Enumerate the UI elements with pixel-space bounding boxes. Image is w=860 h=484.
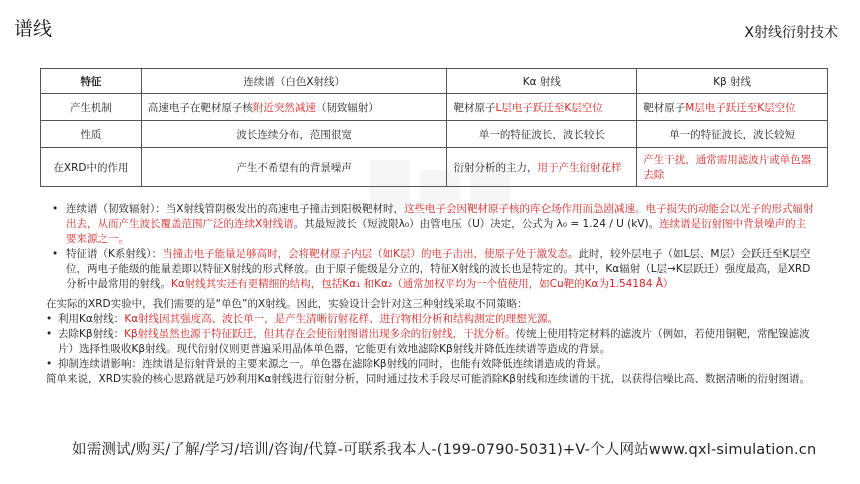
cell-highlight: 附近突然减速 xyxy=(252,101,316,114)
header-continuous: 连续谱（白色X射线） xyxy=(141,69,447,94)
cell-text: 衍射分析的主力， xyxy=(453,161,538,174)
header-ka: Kα 射线 xyxy=(447,69,637,94)
header-kb: Kβ 射线 xyxy=(637,69,828,94)
bullet-highlight: 当撞击电子能量足够高时，会将靶材原子内层（如K层）的电子击出，使原子处于激发态 xyxy=(162,248,569,260)
bullet-text: 特征谱（K系射线）： xyxy=(66,248,163,260)
row-label-mechanism: 产生机制 xyxy=(41,94,142,121)
bullet-text: 连续谱（韧致辐射）：当X射线管阴极发出的高速电子撞击到阳极靶材时， xyxy=(66,203,404,215)
header-feature: 特征 xyxy=(41,69,142,94)
body-text xyxy=(46,202,816,387)
cell-kb-mechanism xyxy=(637,94,828,121)
table-row xyxy=(41,121,828,148)
list-item: • 特征谱（K系射线）：当撞击电子能量足够高时，会将靶材原子内层（如K层）的电子击出，使原子处于激发态。此时，较外层电子（如L层、M层）会跃迁至K层空位，两电子能级的能量差即以特征X射线的形式释放。由于原子能级是分立的，特征X射线的波长也是特定的。其中，Kα辐射（L层→K层跃迁）强度最高，是XRD分析中最常用的射线。Kα射线其实还有更精细的结构，包括Kα₁ 和Kα₂（通常加权平均为一个值使用，如Cu靶的Kα为1.54184 Å） xyxy=(52,248,811,290)
table-row xyxy=(41,94,828,121)
comparison-table xyxy=(40,68,828,187)
bullet-highlight: Kα射线因其强度高、波长单一，是产生清晰衍射花样、进行物相分析和结构测定的理想光源。 xyxy=(124,313,559,325)
cell-highlight: L层电子跃迁至K层空位 xyxy=(495,101,603,114)
header-subtitle: X射线衍射技术 xyxy=(744,25,838,41)
cell-continuous-property: 波长连续分布，范围很宽 xyxy=(141,121,447,148)
cell-ka-property: 单一的特征波长，波长较长 xyxy=(447,121,637,148)
bullet-highlight: Kβ射线虽然也源于特征跃迁，但其存在会使衍射图谱出现多余的衍射线，干扰分析。 xyxy=(124,328,516,340)
cell-continuous-role: 产生不希望有的背景噪声 xyxy=(141,148,447,187)
table-header-row xyxy=(41,69,828,94)
list-item: • 利用Kα射线：Kα射线因其强度高、波长单一，是产生清晰衍射花样、进行物相分析和结构测定的理想光源。 xyxy=(46,313,559,325)
cell-highlight: 用于产生衍射花样 xyxy=(537,161,622,174)
bullet-text: 。其最短波长（短波限λ₀）由管电压（U）决定，公式为 λ₀ = 1.24 / U (kV)。 xyxy=(293,218,660,230)
list-item: • 去除Kβ射线：Kβ射线虽然也源于特征跃迁，但其存在会使衍射图谱出现多余的衍射线，干扰分析。传统上使用特定材料的滤波片（例如，若使用铜靶，常配镍滤波片）选择性吸收Kβ射线。现代衍射仪则更普遍采用晶体单色器，它能更有效地滤除Kβ射线并降低连续谱等造成的背景。 xyxy=(46,328,810,355)
cell-text: 高速电子在靶材原子核 xyxy=(147,101,253,114)
strategy-bullets xyxy=(46,312,816,372)
bullet-text: 传统上使用特定材料的滤波片（例如，若使用铜靶，常配镍滤波片）选择性吸收Kβ射线。现代衍射仪则更普遍采用晶体单色器，它能更有效地滤除Kβ射线并降低连续谱等造成的背景。 xyxy=(58,328,810,355)
bullet-text: 去除Kβ射线： xyxy=(58,328,125,340)
bullet-highlight: 连续谱是衍射图中背景噪声的主要来源之一。 xyxy=(66,218,807,245)
list-item: • 抑制连续谱影响：连续谱是衍射背景的主要来源之一。单色器在滤除Kβ射线的同时，也能有效降低连续谱造成的背景。 xyxy=(46,358,608,370)
bullet-highlight: Kα射线其实还有更精细的结构，包括Kα₁ 和Kα₂（通常加权平均为一个值使用，如Cu靶的Kα为1.54184 Å） xyxy=(171,278,674,290)
spectrum-bullets xyxy=(46,202,816,292)
cell-ka-role xyxy=(447,148,637,187)
page-title: 谱线 xyxy=(14,18,53,40)
cell-text: 靶材原子 xyxy=(643,101,686,114)
bullet-text: 抑制连续谱影响：连续谱是衍射背景的主要来源之一。单色器在滤除Kβ射线的同时，也能有效降低连续谱造成的背景。 xyxy=(58,358,608,370)
cell-ka-mechanism xyxy=(447,94,637,121)
cell-continuous-mechanism xyxy=(141,94,447,121)
list-item: • 连续谱（韧致辐射）：当X射线管阴极发出的高速电子撞击到阳极靶材时，这些电子会因靶材原子核的库仑场作用而急剧减速。电子损失的动能会以光子的形式辐射出去，从而产生波长覆盖范围广泛的连续X射线谱。其最短波长（短波限λ₀）由管电压（U）决定，公式为 λ₀ = 1.24 / U (kV)。连续谱是衍射图中背景噪声的主要来源之一。 xyxy=(52,203,814,245)
intro-paragraph: 在实际的XRD实验中，我们需要的是“单色”的X射线。因此，实验设计会针对这三种射线采取不同策略： xyxy=(46,298,528,310)
cell-text: 靶材原子 xyxy=(453,101,496,114)
bullet-highlight: 这些电子会因靶材原子核的库仑场作用而急剧减速。电子损失的动能会以光子的形式辐射出去，从而产生波长覆盖范围广泛的连续X射线谱 xyxy=(66,203,814,230)
bullet-text: 利用Kα射线： xyxy=(58,313,125,325)
row-label-role: 在XRD中的作用 xyxy=(41,148,142,187)
cell-text: （韧致辐射） xyxy=(315,101,379,114)
cell-kb-role: 产生干扰，通常需用滤波片或单色器去除 xyxy=(637,148,828,187)
cell-highlight: M层电子跃迁至K层空位 xyxy=(685,101,796,114)
bullet-text: 。此时，较外层电子（如L层、M层）会跃迁至K层空位，两电子能级的能量差即以特征X射线的形式释放。由于原子能级是分立的，特征X射线的波长也是特定的。其中，Kα辐射（L层→K层跃迁）强度最高，是XRD分析中最常用的射线。 xyxy=(66,248,811,290)
cell-kb-property: 单一的特征波长，波长较短 xyxy=(637,121,828,148)
contact-footer: 如需测试/购买/了解/学习/培训/咨询/代算-可联系我本人-(199-0790-5031)+V-个人网站www.qxl-simulation.cn xyxy=(72,442,817,458)
summary-paragraph: 简单来说，XRD实验的核心思路就是巧妙利用Kα射线进行衍射分析，同时通过技术手段尽可能消除Kβ射线和连续谱的干扰，以获得信噪比高、数据清晰的衍射图谱。 xyxy=(46,373,810,385)
table-row xyxy=(41,148,828,187)
row-label-property: 性质 xyxy=(41,121,142,148)
